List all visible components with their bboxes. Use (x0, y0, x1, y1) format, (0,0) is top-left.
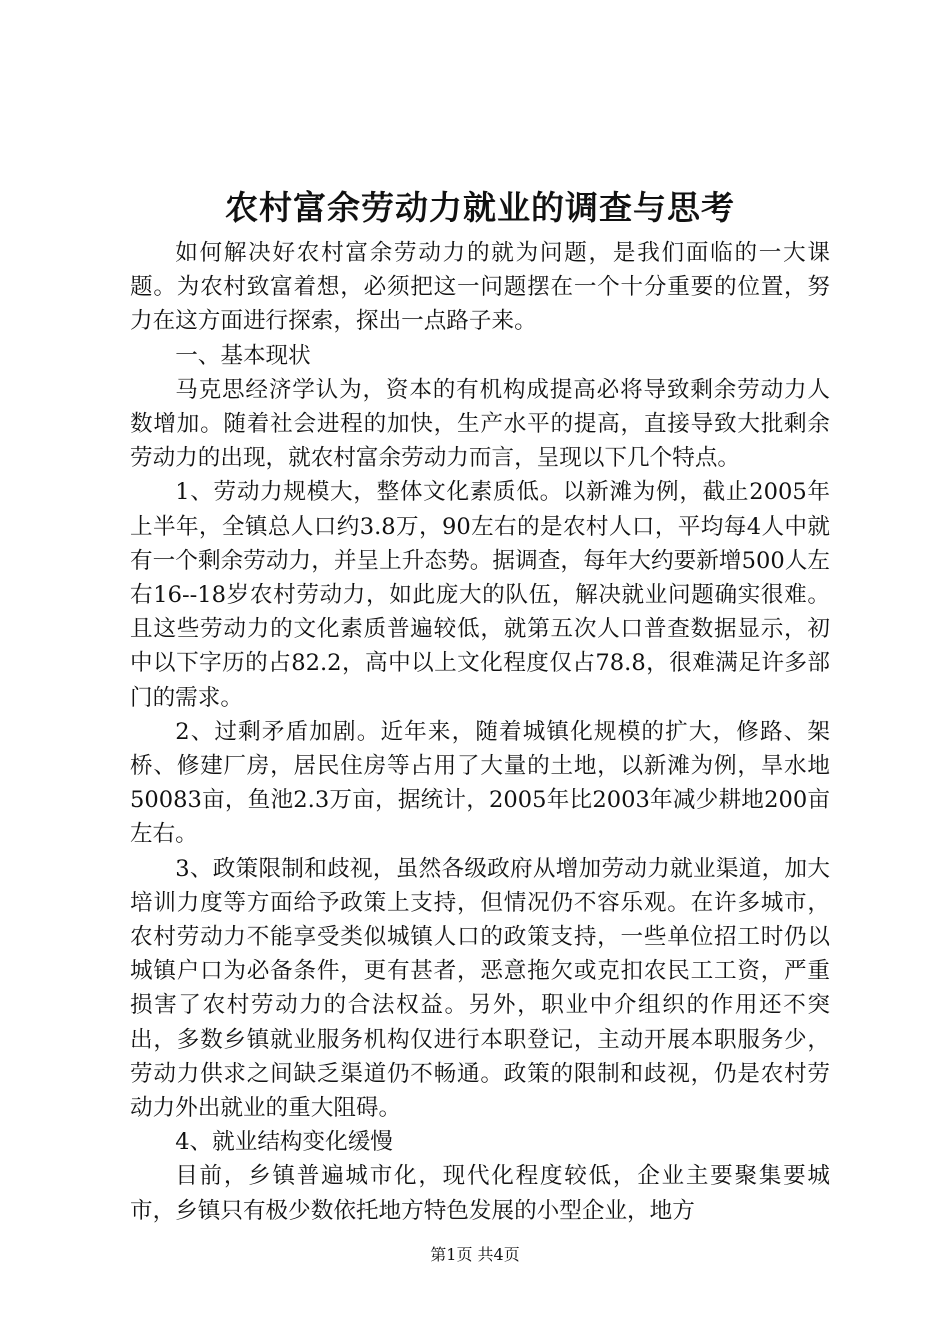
paragraph-intro: 如何解决好农村富余劳动力的就为问题，是我们面临的一大课题。为农村致富着想，必须把这一问题摆在一个十分重要的位置，努力在这方面进行探索，探出一点路子来。 (130, 240, 830, 335)
subheading-point-4: 4、就业结构变化缓慢 (175, 1129, 393, 1156)
document-body (130, 236, 830, 1228)
section-heading-basic-status: 一、基本现状 (175, 342, 311, 369)
paragraph-point-3: 3、政策限制和歧视，虽然各级政府从增加劳动力就业渠道，加大培训力度等方面给予政策上支持，但情况仍不容乐观。在许多城市，农村劳动力不能享受类似城镇人口的政策支持，一些单位招工时仍以城镇户口为必备条件，更有甚者，恶意拖欠或克扣农民工工资，严重损害了农村劳动力的合法权益。另外，职业中介组织的作用还不突出，多数乡镇就业服务机构仅进行本职登记，主动开展本职服务少，劳动力供求之间缺乏渠道仍不畅通。政策的限制和歧视，仍是农村劳动力外出就业的重大阻碍。 (130, 855, 830, 1122)
paragraph-marx-theory: 马克思经济学认为，资本的有机构成提高必将导致剩余劳动力人数增加。随着社会进程的加快，生产水平的提高，直接导致大批剩余劳动力的出现，就农村富余劳动力而言，呈现以下几个特点。 (130, 376, 830, 472)
paragraph-current-situation: 目前，乡镇普遍城市化，现代化程度较低，企业主要聚集要城市，乡镇只有极少数依托地方特色发展的小型企业，地方 (130, 1163, 830, 1224)
paragraph-point-2: 2、过剩矛盾加剧。近年来，随着城镇化规模的扩大，修路、架桥、修建厂房，居民住房等占用了大量的土地，以新滩为例，旱水地50083亩，鱼池2.3万亩，据统计，2005年比2003年减少耕地200亩左右。 (130, 718, 830, 848)
page-number-footer: 第1页 共4页 (430, 1245, 520, 1264)
document-title: 农村富余劳动力就业的调查与思考 (225, 188, 735, 227)
paragraph-point-1: 1、劳动力规模大，整体文化素质低。以新滩为例，截止2005年上半年，全镇总人口约3.8万，90左右的是农村人口，平均每4人中就有一个剩余劳动力，并呈上升态势。据调查，每年大约要新增500人左右16--18岁农村劳动力，如此庞大的队伍，解决就业问题确实很难。且这些劳动力的文化素质普遍较低，就第五次人口普查数据显示，初中以下字历的占82.2，高中以上文化程度仅占78.8，很难满足许多部门的需求。 (130, 479, 830, 711)
